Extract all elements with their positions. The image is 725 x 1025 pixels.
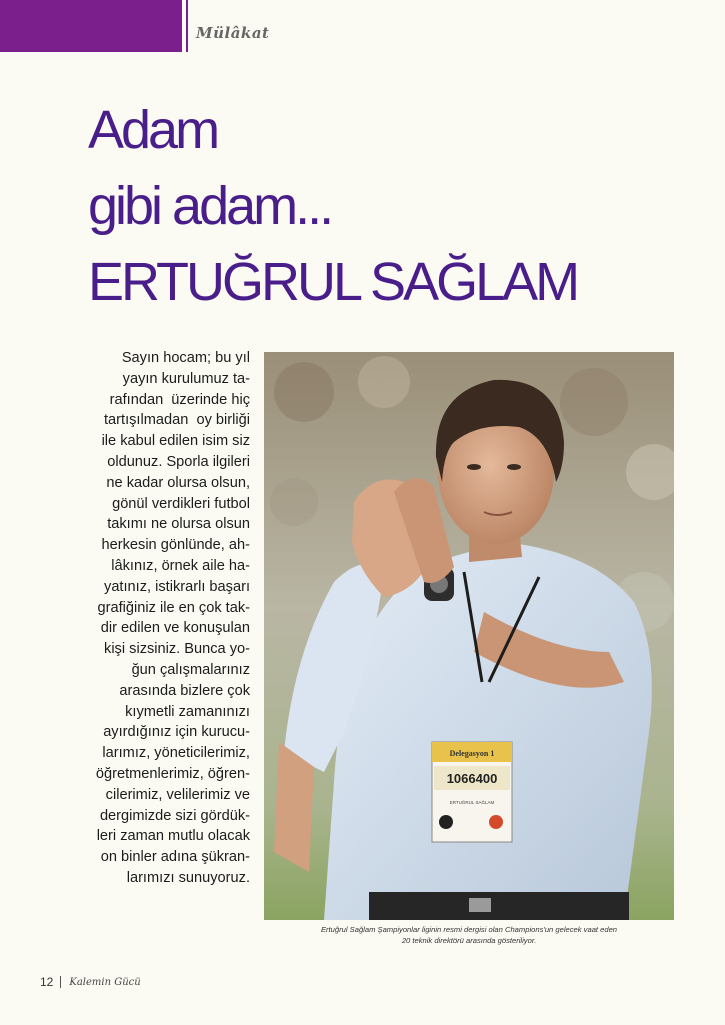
page-footer <box>40 972 141 992</box>
article-intro-text <box>56 348 250 889</box>
body-text-line: yayın kurulumuz ta- <box>122 370 250 387</box>
body-text-line: arasında bizlere çok <box>119 682 250 699</box>
section-color-bar <box>0 0 182 52</box>
body-text-line: ile kabul edilen isim siz <box>101 433 250 450</box>
body-text-line: tartışılmadan oy birliği <box>104 412 250 429</box>
body-text-line: gönül verdikleri futbol <box>112 495 250 512</box>
magazine-name: Kalemin Gücü <box>69 976 141 988</box>
body-text-line: oldunuz. Sporla ilgileri <box>107 453 250 470</box>
body-text-line: dergimizde sizi gördük- <box>99 807 250 824</box>
body-text-line: ayırdığınız için kurucu- <box>103 724 250 741</box>
headline-line-1: Adam <box>88 100 218 160</box>
photo-caption <box>264 924 674 946</box>
body-text-line: rafından üzerinde hiç <box>109 391 250 408</box>
section-label: Mülâkat <box>196 24 270 42</box>
headline-line-3: ERTUĞRUL SAĞLAM <box>88 252 578 312</box>
body-text-line: herkesin gönlünde, ah- <box>101 537 250 554</box>
body-text-line: ne kadar olursa olsun, <box>106 474 250 491</box>
body-text-line: larımız, yöneticilerimiz, <box>102 745 250 762</box>
body-text-line: cilerimiz, velilerimiz ve <box>105 786 250 803</box>
body-text-line: grafiğiniz ile en çok tak- <box>97 599 250 616</box>
section-divider <box>186 0 188 52</box>
badge-title: Delegasyon 1 <box>449 749 495 758</box>
body-text-line: kişi sizsiniz. Bunca yo- <box>104 641 250 658</box>
caption-line-2: 20 teknik direktörü arasında gösteriliyor. <box>401 936 537 945</box>
body-text-line: Sayın hocam; bu yıl <box>121 350 250 366</box>
body-text-line: lâkınız, örnek aile ha- <box>111 557 250 574</box>
badge-number: 1066400 <box>446 771 498 786</box>
body-text-line: öğretmenlerimiz, öğren- <box>95 765 250 782</box>
page-number: 12 <box>40 975 54 989</box>
body-text-line: yatınız, istikrarlı başarı <box>104 578 250 595</box>
body-text-line: larımızı sunuyoruz. <box>126 869 250 886</box>
body-text-line: kıymetli zamanınızı <box>125 703 250 720</box>
caption-line-1: Ertuğrul Sağlam Şampiyonlar liginin resmi dergisi olan Champions'un gelecek vaat eden <box>320 925 618 934</box>
body-text-line: ğun çalışmalarınız <box>131 661 250 678</box>
body-text-line: on binler adına şükran- <box>100 849 250 866</box>
headline-line-2: gibi adam... <box>88 176 332 236</box>
body-text-line: dir edilen ve konuşulan <box>100 620 250 637</box>
body-text-line: leri zaman mutlu olacak <box>96 828 250 845</box>
body-text-line: takımı ne olursa olsun <box>107 516 250 533</box>
portrait-photo <box>264 352 674 920</box>
badge-name: ERTUĞRUL SAĞLAM <box>449 800 495 805</box>
article-headline <box>88 92 688 320</box>
footer-divider <box>60 976 61 988</box>
